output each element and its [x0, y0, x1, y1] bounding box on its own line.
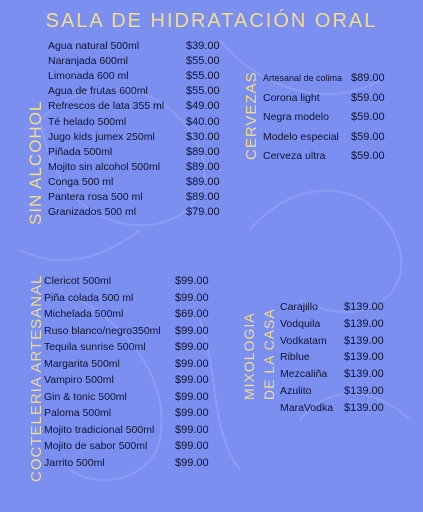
- item-price: $139.00: [344, 334, 384, 347]
- item-price: $55.00: [186, 70, 220, 83]
- item-name: Conga 500 ml: [48, 175, 114, 188]
- item-price: $99.00: [175, 291, 209, 304]
- item-name: Corona light: [263, 91, 320, 104]
- item-price: $49.00: [186, 100, 220, 113]
- item-name: Vampiro 500ml: [44, 374, 114, 386]
- section-label-mixologia: MIXOLOGIA: [241, 312, 257, 400]
- item-name: Agua de frutas 600ml: [48, 85, 148, 98]
- item-price: $139.00: [344, 317, 384, 330]
- item-name: Riblue: [280, 351, 310, 364]
- item-name: Modelo especial: [263, 130, 339, 143]
- item-price: $139.00: [344, 301, 384, 313]
- item-price: $89.00: [351, 72, 385, 84]
- item-name: MaraVodka: [280, 401, 334, 414]
- item-price: $139.00: [344, 401, 384, 414]
- item-price: $139.00: [344, 385, 384, 397]
- item-price: $99.00: [175, 324, 209, 337]
- item-price: $99.00: [175, 341, 209, 353]
- section-label-cervezas: CERVEZAS: [243, 71, 260, 160]
- item-name: Tequila sunrise 500ml: [44, 341, 146, 353]
- item-price: $69.00: [175, 308, 209, 320]
- item-name: Refrescos de lata 355 ml: [48, 100, 165, 113]
- item-price: $55.00: [186, 85, 220, 98]
- item-name: Piñada 500ml: [48, 145, 113, 158]
- item-name: Mojito tradicional 500ml: [44, 423, 155, 436]
- item-name: Michelada 500ml: [44, 308, 124, 320]
- item-price: $139.00: [344, 368, 384, 381]
- item-name: Limonada 600 ml: [48, 70, 129, 83]
- item-name: Piña colada 500 ml: [44, 291, 134, 304]
- item-price: $59.00: [351, 130, 385, 143]
- item-name: Clericot 500ml: [44, 275, 112, 287]
- item-name: Vodquila: [280, 317, 321, 330]
- item-price: $30.00: [186, 130, 220, 143]
- item-price: $99.00: [175, 440, 209, 452]
- item-name: Mojito de sabor 500ml: [44, 440, 148, 452]
- section-label-cocteleria: COCTELERIA ARTESANAL: [28, 274, 45, 482]
- item-price: $79.00: [186, 206, 220, 219]
- item-name: Jugo kids jumex 250ml: [48, 130, 155, 143]
- item-price: $39.00: [186, 40, 220, 52]
- item-price: $89.00: [186, 145, 220, 158]
- item-name: Pantera rosa 500 ml: [48, 191, 143, 203]
- item-name: Ruso blanco/negro350ml: [44, 324, 161, 337]
- item-name: Carajillo: [280, 301, 318, 313]
- item-name: Negra modelo: [263, 111, 329, 123]
- item-name: Gin & tonic 500ml: [44, 390, 127, 403]
- item-price: $99.00: [175, 423, 209, 436]
- item-price: $139.00: [344, 351, 384, 364]
- item-price: $59.00: [351, 150, 385, 162]
- item-name: Naranjada 600ml: [48, 55, 128, 68]
- item-price: $99.00: [175, 275, 209, 287]
- item-price: $59.00: [351, 91, 385, 104]
- item-name: Cerveza ultra: [263, 150, 326, 162]
- item-name: Azulito: [280, 385, 312, 397]
- section-label-sin-alcohol: SIN ALCOHOL: [26, 100, 45, 225]
- section-label-de-la-casa: DE LA CASA: [261, 308, 277, 400]
- item-price: $89.00: [186, 160, 220, 173]
- item-price: $99.00: [175, 407, 209, 419]
- item-price: $59.00: [351, 111, 385, 123]
- item-name: Margarita 500ml: [44, 357, 120, 370]
- item-price: $89.00: [186, 191, 220, 203]
- item-price: $99.00: [175, 357, 209, 370]
- item-name: Vodkatam: [280, 334, 327, 347]
- item-price: $89.00: [186, 175, 220, 188]
- item-price: $55.00: [186, 55, 220, 68]
- item-name: Jarrito 500ml: [44, 456, 105, 469]
- item-name: Mojito sin alcohol 500ml: [48, 160, 161, 173]
- item-name: Agua natural 500ml: [48, 40, 140, 52]
- item-name: Mezcaliña: [280, 368, 328, 381]
- item-name: Granizados 500 ml: [48, 206, 137, 219]
- item-price: $99.00: [175, 456, 209, 469]
- item-name: Artesanal de colima: [263, 73, 343, 83]
- item-price: $99.00: [175, 374, 209, 386]
- item-price: $40.00: [186, 115, 220, 128]
- item-name: Paloma 500ml: [44, 407, 112, 419]
- item-name: Té helado 500ml: [48, 115, 127, 128]
- item-price: $99.00: [175, 390, 209, 403]
- page-title: SALA DE HIDRATACIÓN ORAL: [45, 10, 378, 32]
